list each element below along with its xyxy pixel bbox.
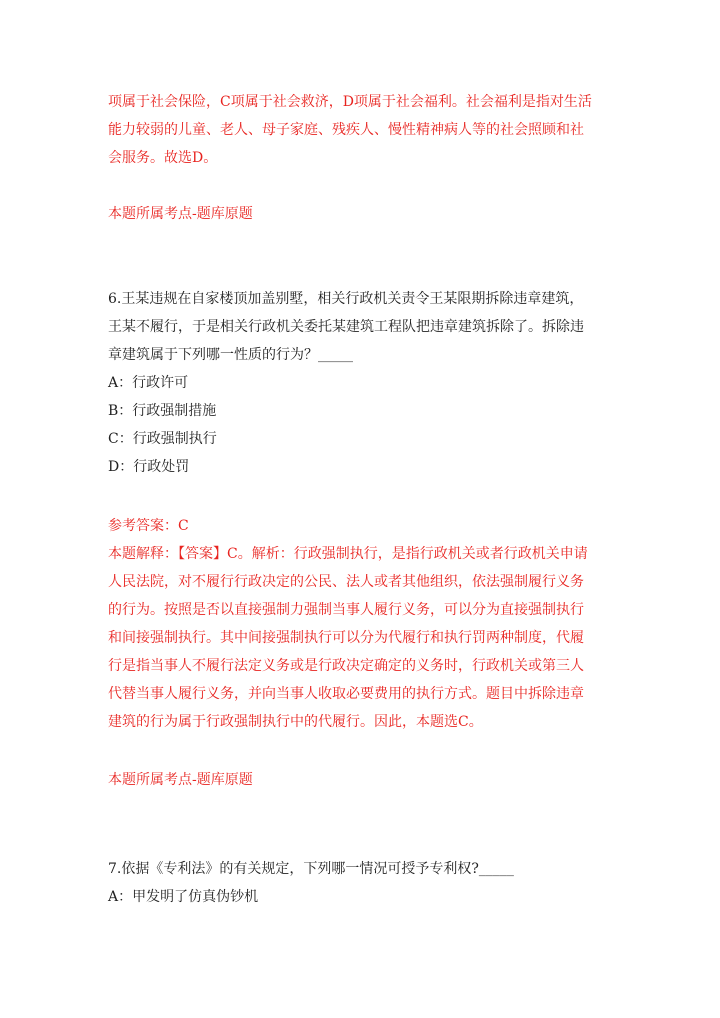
option-d: D：行政处罚 [108,459,190,475]
explanation-line: 会服务。故选D。 [108,150,218,166]
prev-explanation [108,88,648,172]
explanation-line: 行是指当事人不履行法定义务或是行政决定确定的义务时，行政机关或第三人 [108,658,584,674]
option-c: C：行政强制执行 [108,431,217,447]
option-b: B：行政强制措施 [108,403,217,419]
source-note: 本题所属考点-题库原题 [108,206,253,222]
option-a: A：甲发明了仿真伪钞机 [108,889,259,905]
explanation-line: 的行为。按照是否以直接强制力强制当事人履行义务，可以分为直接强制执行 [108,602,584,618]
option-a: A：行政许可 [108,375,189,391]
question-stem-line: 6.王某违规在自家楼顶加盖别墅，相关行政机关责令王某限期拆除违章建筑， [108,291,584,307]
question-6-source-note [108,766,648,794]
question-stem-line: 7.依据《专利法》的有关规定，下列哪一情况可授予专利权?_____ [108,861,514,877]
reference-answer: 参考答案：C [108,518,189,534]
explanation-line: 能力较弱的儿童、老人、母子家庭、残疾人、慢性精神病人等的社会照顾和社 [108,122,584,138]
prev-source-note [108,200,648,228]
explanation-line: 建筑的行为属于行政强制执行中的代履行。因此，本题选C。 [108,714,483,730]
question-6-answer [108,512,648,736]
question-7 [108,855,648,911]
explanation-line: 和间接强制执行。其中间接强制执行可以分为代履行和执行罚两种制度，代履 [108,630,584,646]
source-note: 本题所属考点-题库原题 [108,772,253,788]
explanation-line: 项属于社会保险，C项属于社会救济，D项属于社会福利。社会福利是指对生活 [108,94,592,110]
explanation-line: 人民法院，对不履行行政决定的公民、法人或者其他组织，依法强制履行义务 [108,574,584,590]
explanation-line: 本题解释：【答案】C。解析：行政强制执行，是指行政机关或者行政机关申请 [108,546,588,562]
question-6 [108,285,648,481]
explanation-line: 代替当事人履行义务，并向当事人收取必要费用的执行方式。题目中拆除违章 [108,686,584,702]
question-stem-line: 章建筑属于下列哪一性质的行为？_____ [108,347,353,363]
question-stem-line: 王某不履行，于是相关行政机关委托某建筑工程队把违章建筑拆除了。拆除违 [108,319,584,335]
